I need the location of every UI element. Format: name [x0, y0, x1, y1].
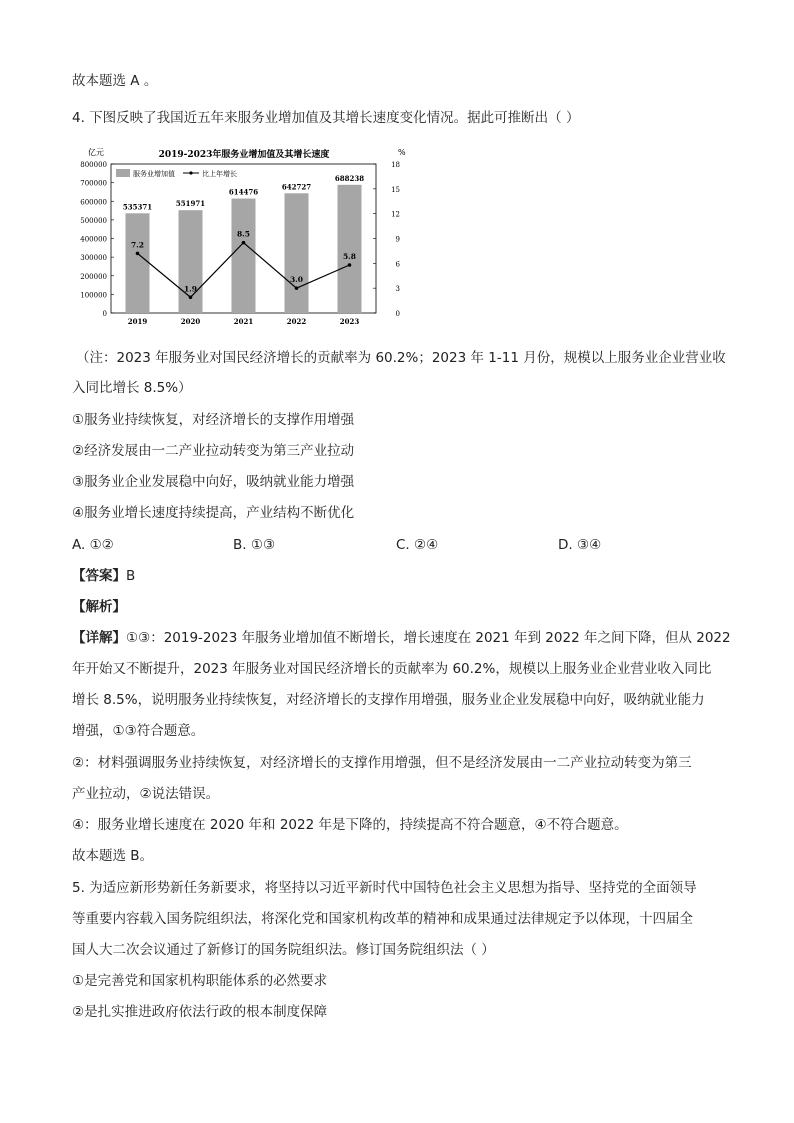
left-unit-label: 亿元 [88, 148, 104, 157]
growth-point [295, 286, 299, 290]
bar [232, 199, 256, 313]
analysis-tag: 【解析】 [72, 599, 126, 615]
legend-line-marker [189, 171, 192, 174]
answer-line [72, 566, 135, 586]
growth-point [348, 263, 352, 267]
detail-line-1 [72, 628, 731, 648]
x-tick-label: 2023 [339, 317, 360, 326]
detail-text: ①③：2019-2023 年服务业增加值不断增长，增长速度在 2021 年到 2022 年之间下降，但从 2022 [126, 630, 731, 646]
left-tick-label: 0 [102, 310, 107, 318]
explain-2-line-1: ②：材料强调服务业持续恢复，对经济增长的支撑作用增强，但不是经济发展由一二产业拉动转变为第三 [72, 755, 692, 771]
x-tick-label: 2020 [180, 317, 201, 326]
right-tick-label: 9 [395, 235, 400, 244]
service-industry-chart [76, 143, 412, 329]
bar-value-label: 535371 [122, 202, 153, 212]
right-tick-label: 15 [391, 185, 400, 194]
question-5-line-1: 5. 为适应新形势新任务新要求，将坚持以习近平新时代中国特色社会主义思想为指导、坚持党的全面领导 [72, 880, 697, 896]
chart-svg [76, 143, 412, 329]
explain-4-line: ④：服务业增长速度在 2020 年和 2022 年是下降的，持续提高不符合题意，④不符合题意。 [72, 817, 628, 833]
text-line: 故本题选 A 。 [72, 73, 158, 89]
analysis-line [72, 597, 126, 617]
left-tick-label: 100000 [80, 291, 107, 300]
bar-value-label: 551971 [175, 199, 206, 209]
right-tick-label: 12 [391, 210, 400, 219]
left-tick-label: 600000 [80, 198, 107, 207]
legend-line-label: 比上年增长 [202, 170, 237, 178]
growth-value-label: 8.5 [236, 229, 251, 239]
option-c[interactable]: C. ②④ [396, 537, 439, 553]
question-5-statement-1: ①是完善党和国家机构职能体系的必然要求 [72, 973, 328, 989]
option-d[interactable]: D. ③④ [558, 537, 602, 553]
chart-title: 2019-2023年服务业增加值及其增长速度 [158, 150, 330, 160]
conclusion-line: 故本题选 B。 [72, 848, 154, 864]
legend-bar-label: 服务业增加值 [133, 170, 175, 178]
statement-2: ②经济发展由一二产业拉动转变为第三产业拉动 [72, 443, 355, 459]
statement-4: ④服务业增长速度持续提高，产业结构不断优化 [72, 505, 355, 521]
statement-3: ③服务业企业发展稳中向好，吸纳就业能力增强 [72, 474, 355, 490]
right-tick-label: 6 [395, 260, 400, 269]
option-a[interactable]: A. ①② [72, 537, 114, 553]
growth-value-label: 1.9 [183, 284, 198, 294]
note-line-1: （注：2023 年服务业对国民经济增长的贡献率为 60.2%；2023 年 1-11 月份，规模以上服务业企业营业收 [76, 350, 726, 366]
left-tick-label: 300000 [80, 254, 107, 263]
bar [126, 213, 150, 313]
question-5-statement-2: ②是扎实推进政府依法行政的根本制度保障 [72, 1004, 328, 1020]
statement-1: ①服务业持续恢复，对经济增长的支撑作用增强 [72, 412, 355, 428]
detail-tag: 【详解】 [72, 630, 126, 646]
detail-line-3: 增长 8.5%，说明服务业持续恢复，对经济增长的支撑作用增强，服务业企业发展稳中向好，吸纳就业能力 [72, 692, 705, 708]
bar-value-label: 614476 [228, 187, 259, 197]
note-line-2: 入同比增长 8.5%） [72, 380, 192, 396]
growth-value-label: 7.2 [130, 240, 145, 250]
x-tick-label: 2021 [233, 317, 254, 326]
left-tick-label: 500000 [80, 216, 107, 225]
growth-value-label: 3.0 [289, 275, 304, 285]
bar [285, 193, 309, 313]
explain-2-line-2: 产业拉动，②说法错误。 [72, 786, 220, 802]
left-tick-label: 700000 [80, 179, 107, 188]
detail-line-2: 年开始又不断提升，2023 年服务业对国民经济增长的贡献率为 60.2%，规模以上服务业企业营业收入同比 [72, 661, 712, 677]
growth-value-label: 5.8 [342, 251, 357, 261]
left-tick-label: 800000 [80, 161, 107, 169]
right-unit-label: % [398, 148, 406, 157]
question-5-line-3: 国人大二次会议通过了新修订的国务院组织法。修订国务院组织法（ ） [72, 942, 495, 958]
legend-bar-swatch [116, 169, 130, 177]
question-4-stem: 4. 下图反映了我国近五年来服务业增加值及其增长速度变化情况。据此可推断出（ ） [72, 110, 580, 126]
left-tick-label: 200000 [80, 272, 107, 281]
growth-point [189, 295, 193, 299]
growth-point [242, 241, 246, 245]
x-tick-label: 2022 [286, 317, 307, 326]
bar-value-label: 642727 [281, 182, 312, 192]
option-b[interactable]: B. ①③ [233, 537, 276, 553]
bar-value-label: 688238 [334, 173, 365, 183]
x-tick-label: 2019 [127, 317, 148, 326]
answer-tag: 【答案】 [72, 568, 126, 584]
left-tick-label: 400000 [80, 235, 107, 244]
question-5-line-2: 等重要内容载入国务院组织法，将深化党和国家机构改革的精神和成果通过法律规定予以体现，十四届全 [72, 911, 693, 927]
answer-value: B [126, 568, 136, 584]
right-tick-label: 3 [395, 285, 400, 294]
growth-point [136, 252, 140, 256]
detail-line-4: 增强，①③符合题意。 [72, 723, 205, 739]
right-tick-label: 0 [395, 310, 400, 318]
right-tick-label: 18 [391, 161, 400, 169]
bar [338, 185, 362, 313]
